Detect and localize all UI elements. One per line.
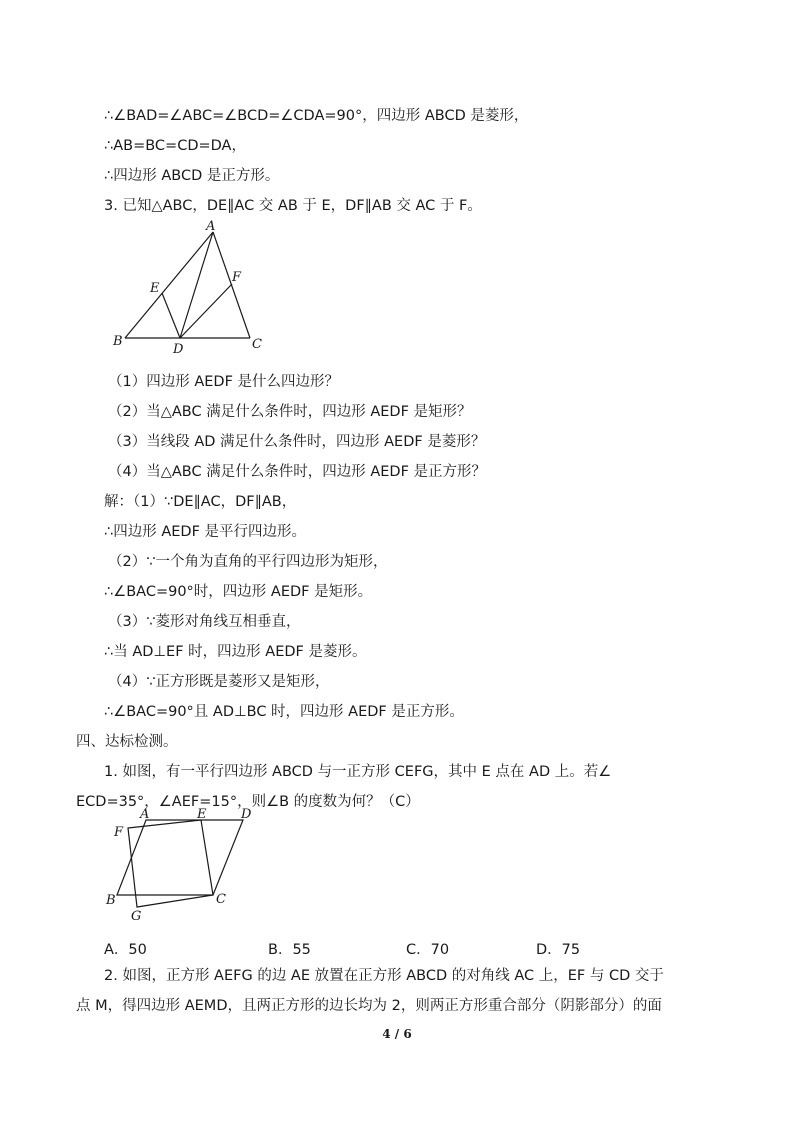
section-title: 四、达标检测。 — [76, 734, 178, 750]
label-E: E — [150, 281, 160, 296]
label-B: B — [113, 334, 123, 349]
page-number: 4 / 6 — [382, 1027, 412, 1041]
label-A: A — [206, 219, 216, 234]
label-F: F — [114, 825, 124, 840]
proof-line-2: ∴AB=BC=CD=DA， — [104, 138, 246, 154]
label-C: C — [216, 892, 226, 907]
label-A: A — [140, 807, 150, 822]
problem-2-line-2: 点 M，得四边形 AEMD，且两正方形的边长均为 2，则两正方形重合部分（阴影部分）的面 — [76, 998, 662, 1014]
solution-line-6: ∴当 AD⊥EF 时，四边形 AEDF 是菱形。 — [104, 644, 367, 660]
solution-line-4: ∴∠BAC=90°时，四边形 AEDF 是矩形。 — [104, 584, 373, 600]
label-D: D — [173, 342, 184, 357]
label-G: G — [131, 909, 142, 924]
question-4: （4）当△ABC 满足什么条件时，四边形 AEDF 是正方形？ — [108, 464, 487, 480]
problem-1-line-1: 1. 如图，有一平行四边形 ABCD 与一正方形 CEFG，其中 E 点在 AD 上。若∠ — [104, 764, 612, 780]
label-D: D — [241, 807, 252, 822]
proof-line-1: ∴∠BAD=∠ABC=∠BCD=∠CDA=90°，四边形 ABCD 是菱形， — [104, 108, 529, 124]
parallelogram-ABCD — [117, 820, 243, 895]
solution-line-3: （2）∵一个角为直角的平行四边形为矩形， — [108, 554, 388, 570]
option-d: D．75 — [536, 942, 581, 958]
label-E: E — [197, 807, 207, 822]
problem-3-statement: 3. 已知△ABC，DE∥AC 交 AB 于 E，DF∥AB 交 AC 于 F。 — [104, 198, 482, 214]
problem-1-line-2: ECD=35°，∠AEF=15°，则∠B 的度数为何？（C） — [76, 794, 420, 810]
solution-line-5: （3）∵菱形对角线互相垂直， — [108, 614, 301, 630]
option-b: B．55 — [268, 942, 311, 958]
question-3: （3）当线段 AD 满足什么条件时，四边形 AEDF 是菱形？ — [108, 434, 486, 450]
solution-line-2: ∴四边形 AEDF 是平行四边形。 — [104, 524, 307, 540]
problem-2-line-1: 2. 如图，正方形 AEFG 的边 AE 放置在正方形 ABCD 的对角线 AC 上，EF 与 CD 交于 — [104, 968, 664, 984]
label-F: F — [232, 270, 242, 285]
proof-line-3: ∴四边形 ABCD 是正方形。 — [104, 168, 280, 184]
solution-line-1: 解：（1）∵DE∥AC，DF∥AB， — [104, 494, 297, 510]
label-C: C — [252, 337, 262, 352]
solution-line-7: （4）∵正方形既是菱形又是矩形， — [108, 674, 330, 690]
question-1: （1）四边形 AEDF 是什么四边形？ — [108, 374, 340, 390]
option-c: C．70 — [406, 942, 450, 958]
question-2: （2）当△ABC 满足什么条件时，四边形 AEDF 是矩形？ — [108, 404, 472, 420]
solution-line-8: ∴∠BAC=90°且 AD⊥BC 时，四边形 AEDF 是正方形。 — [104, 704, 464, 720]
option-a: A．50 — [104, 942, 147, 958]
label-B: B — [106, 893, 116, 908]
